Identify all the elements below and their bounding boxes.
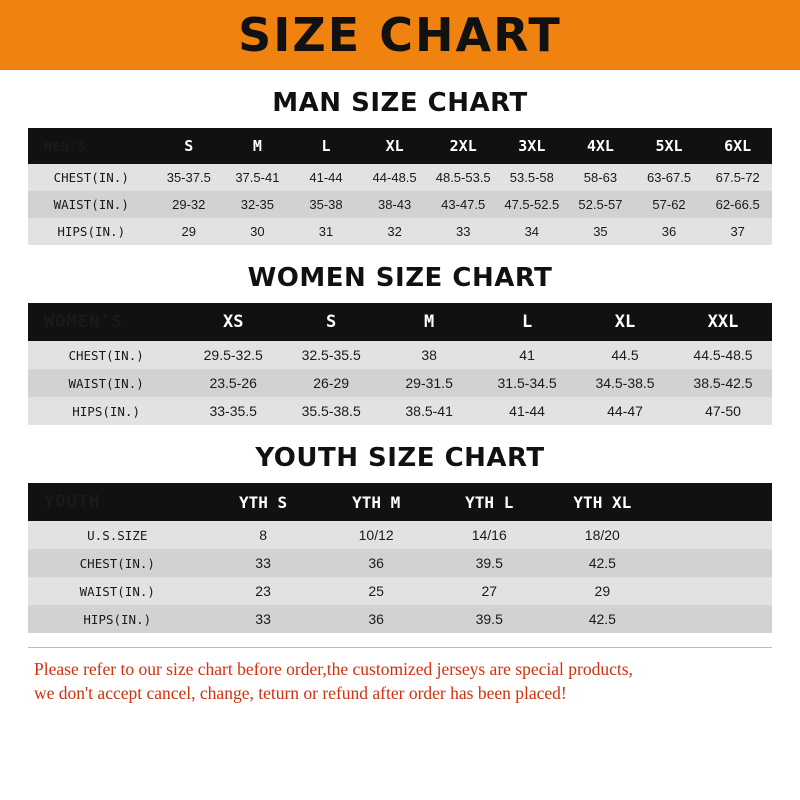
table-cell: 44-47 [607,403,643,419]
table-cell: 10/12 [358,527,394,543]
table-row [28,341,772,369]
row-label: CHEST(IN.) [79,555,155,571]
table-cell: 33 [255,611,271,627]
table-header-cell: XXL [707,312,739,332]
table-cell: 41 [519,347,535,363]
page-banner [0,0,800,70]
table-cell: 47-50 [705,403,741,419]
table-row [28,577,772,605]
table-cell: 38.5-42.5 [693,375,753,391]
table-header-cell: S [184,137,194,155]
page-title: SIZE CHART [238,8,562,62]
table-cell: 42.5 [588,611,616,627]
table-cell: 8 [259,527,267,543]
table-cell: 14/16 [471,527,507,543]
table-cell: 23 [255,583,271,599]
women-section-title: WOMEN SIZE CHART [247,263,553,293]
table-cell: 29-32 [172,197,206,212]
table-cell: 67.5-72 [715,170,760,185]
table-row [28,605,772,633]
table-cell: 35.5-38.5 [301,403,361,419]
table-cell: 25 [368,583,384,599]
table-cell: 58-63 [583,170,618,185]
table-cell: 39.5 [475,555,503,571]
table-header-cell: M [252,137,262,155]
table-cell: 43-47.5 [441,197,486,212]
table-cell: 52.5-57 [578,197,623,212]
men-section-title: MAN SIZE CHART [272,88,528,118]
table-cell: 32.5-35.5 [301,347,361,363]
table-row [28,369,772,397]
table-cell: 44-48.5 [372,170,417,185]
youth-section-title: YOUTH SIZE CHART [255,443,545,473]
table-header-row [28,483,772,521]
table-cell: 42.5 [588,555,616,571]
table-row [28,218,772,245]
men-size-table [28,128,772,245]
table-header-cell: L [521,312,533,332]
table-row [28,397,772,425]
table-cell: 27 [481,583,498,599]
table-cell: 63-67.5 [646,170,692,185]
table-header-cell: XL [385,137,404,155]
table-header-cell: XL [614,312,636,332]
table-cell: 36 [661,224,677,239]
table-row [28,521,772,549]
row-label: CHEST(IN.) [53,170,129,185]
table-row [28,191,772,218]
table-cell: 41-44 [509,403,545,419]
table-cell: 53.5-58 [509,170,554,185]
table-cell [659,521,772,549]
table-header-cell [659,483,772,521]
table-header-cell: YOUTH [44,492,101,512]
table-cell: 31.5-34.5 [497,375,557,391]
table-cell: 29-31.5 [405,375,453,391]
row-label: WAIST(IN.) [79,583,155,599]
table-header-cell: MEN'S [44,138,87,154]
table-cell: 18/20 [584,527,620,543]
table-cell: 37.5-41 [235,170,280,185]
table-cell [659,605,772,633]
table-header-cell: 6XL [724,137,752,155]
table-cell: 44.5 [611,347,639,363]
table-cell: 48.5-53.5 [435,170,491,185]
table-header-cell: YTH XL [573,492,632,512]
table-cell: 35-37.5 [166,170,211,185]
table-cell: 39.5 [475,611,503,627]
table-header-cell: 3XL [518,137,546,155]
table-header-cell: 5XL [655,137,683,155]
table-cell: 62-66.5 [715,197,760,212]
table-cell: 41-44 [309,170,343,185]
women-size-table [28,303,772,425]
table-header-cell: XS [222,312,244,332]
footer-line-1: Please refer to our size chart before order,the customized jerseys are special products, [34,659,633,679]
table-cell: 33 [455,224,471,239]
table-cell: 23.5-26 [209,375,257,391]
table-header-cell: 2XL [449,137,477,155]
table-header-cell: YTH S [239,492,288,512]
table-cell: 36 [368,555,384,571]
table-cell: 33-35.5 [209,403,257,419]
row-label: HIPS(IN.) [72,403,140,419]
row-label: WAIST(IN.) [53,197,129,212]
table-header-cell: WOMEN'S [44,312,123,332]
footer-line-2: we don't accept cancel, change, teturn or refund after order has been placed! [34,682,567,703]
table-cell: 35-38 [309,197,343,212]
table-cell: 32-35 [240,197,274,212]
table-header-cell: YTH L [465,492,514,512]
table-cell: 44.5-48.5 [693,347,753,363]
table-cell: 26-29 [313,375,350,391]
table-cell: 34 [524,224,540,239]
table-cell: 37 [730,224,745,239]
table-cell [659,549,772,577]
table-cell: 34.5-38.5 [595,375,655,391]
table-header-cell: M [423,312,435,332]
row-label: CHEST(IN.) [68,347,144,363]
row-label: U.S.SIZE [87,527,148,543]
table-cell: 38 [421,347,437,363]
table-header-row [28,303,772,341]
footer-disclaimer [28,647,772,705]
table-header-cell: 4XL [586,137,614,155]
table-cell: 30 [250,224,265,239]
table-cell: 29 [181,224,196,239]
table-cell: 57-62 [652,197,686,212]
table-header-cell: YTH M [352,492,401,512]
table-cell: 33 [255,555,271,571]
table-header-cell: S [326,312,337,332]
row-label: HIPS(IN.) [57,224,126,239]
table-row [28,164,772,191]
table-header-cell: L [321,137,331,155]
table-cell: 38-43 [377,197,412,212]
row-label: WAIST(IN.) [68,375,144,391]
table-cell: 36 [368,611,384,627]
table-cell: 38.5-41 [405,403,453,419]
table-cell: 29.5-32.5 [203,347,263,363]
chart-content [0,88,800,705]
row-label: HIPS(IN.) [83,611,152,627]
table-cell [659,577,772,605]
table-cell: 47.5-52.5 [504,197,560,212]
table-row [28,549,772,577]
table-cell: 32 [387,224,402,239]
table-header-row [28,128,772,164]
youth-size-table [28,483,772,633]
table-cell: 35 [593,224,608,239]
table-cell: 29 [594,583,611,599]
table-cell: 31 [318,224,334,239]
